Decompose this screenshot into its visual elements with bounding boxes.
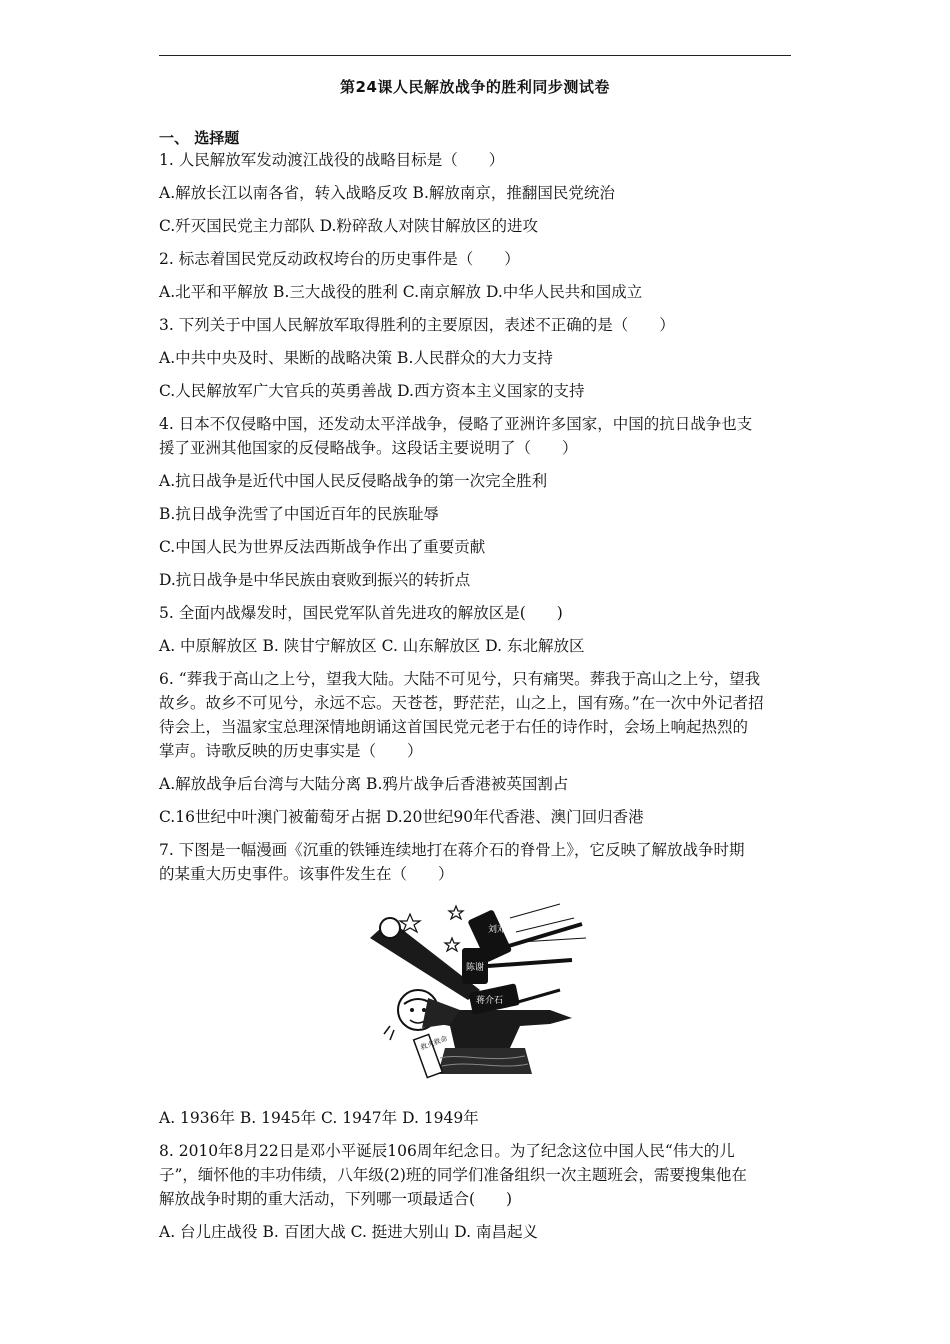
question-3-option-line-1: A.中共中央及时、果断的战略决策 B.人民群众的大力支持 — [159, 349, 553, 367]
question-6-stem-line-1: 6. “葬我于高山之上兮，望我大陆。大陆不可见兮，只有痛哭。葬我于高山之上兮，望我 — [159, 670, 761, 688]
question-2-option-line-1: A.北平和平解放 B.三大战役的胜利 C.南京解放 D.中华人民共和国成立 — [159, 283, 643, 301]
question-1-stem: 1. 人民解放军发动渡江战役的战略目标是（ ） — [159, 151, 505, 169]
question-8-stem-line-1: 8. 2010年8月22日是邓小平诞辰106周年纪念日。为了纪念这位中国人民“伟大的儿 — [159, 1142, 735, 1160]
question-7-stem-line-1: 7. 下图是一幅漫画《沉重的铁锤连续地打在蒋介石的脊骨上》，它反映了解放战争时期 — [159, 841, 745, 859]
question-6-stem-line-2: 故乡。故乡不可见兮，永远不忘。天苍苍，野茫茫，山之上，国有殇。”在一次中外记者招 — [159, 694, 764, 712]
cartoon-sign-text: 救火救命 — [419, 1034, 449, 1052]
question-1-option-line-1: A.解放长江以南各省，转入战略反攻 B.解放南京，推翻国民党统治 — [159, 184, 615, 202]
question-4-option-d: D.抗日战争是中华民族由衰败到振兴的转折点 — [159, 571, 471, 589]
question-6-option-line-2: C.16世纪中叶澳门被葡萄牙占据 D.20世纪90年代香港、澳门回归香港 — [159, 808, 644, 826]
question-7-option-line-1: A. 1936年 B. 1945年 C. 1947年 D. 1949年 — [159, 1109, 479, 1127]
question-3-option-line-2: C.人民解放军广大官兵的英勇善战 D.西方资本主义国家的支持 — [159, 382, 585, 400]
question-2-stem: 2. 标志着国民党反动政权垮台的历史事件是（ ） — [159, 250, 520, 268]
question-6-stem-line-4: 掌声。诗歌反映的历史事实是（ ） — [159, 742, 423, 760]
hammer-label-2: 陈谢 — [466, 963, 485, 973]
question-5-option-line-1: A. 中原解放区 B. 陕甘宁解放区 C. 山东解放区 D. 东北解放区 — [159, 637, 585, 655]
hammer-label-3: 蒋介石 — [476, 996, 504, 1006]
hammer-label-1: 刘邓 — [488, 925, 507, 935]
question-4-option-a: A.抗日战争是近代中国人民反侵略战争的第一次完全胜利 — [159, 472, 548, 490]
section-heading: 一、 选择题 — [159, 129, 240, 147]
question-8-stem-line-3: 解放战争时期的重大活动，下列哪一项最适合( ) — [159, 1190, 513, 1208]
question-8-stem-line-2: 子”，缅怀他的丰功伟绩，八年级(2)班的同学们准备组织一次主题班会，需要搜集他在 — [159, 1166, 747, 1184]
question-7-stem-line-2: 的某重大历史事件。该事件发生在（ ） — [159, 865, 454, 883]
question-4-stem-line-1: 4. 日本不仅侵略中国，还发动太平洋战争，侵略了亚洲许多国家，中国的抗日战争也支 — [159, 415, 753, 433]
question-4-option-b: B.抗日战争洗雪了中国近百年的民族耻辱 — [159, 505, 439, 523]
question-3-stem: 3. 下列关于中国人民解放军取得胜利的主要原因，表述不正确的是（ ） — [159, 316, 675, 334]
question-5-stem: 5. 全面内战爆发时，国民党军队首先进攻的解放区是( ) — [159, 604, 563, 622]
question-8-option-line-1: A. 台儿庄战役 B. 百团大战 C. 挺进大别山 D. 南昌起义 — [159, 1223, 538, 1241]
question-4-stem-line-2: 援了亚洲其他国家的反侵略战争。这段话主要说明了（ ） — [159, 439, 578, 457]
question-1-option-line-2: C.歼灭国民党主力部队 D.粉碎敌人对陕甘解放区的进攻 — [159, 217, 538, 235]
page-title: 第24课人民解放战争的胜利同步测试卷 — [340, 78, 610, 96]
question-6-option-line-1: A.解放战争后台湾与大陆分离 B.鸦片战争后香港被英国割占 — [159, 775, 569, 793]
question-4-option-c: C.中国人民为世界反法西斯战争作出了重要贡献 — [159, 538, 486, 556]
question-6-stem-line-3: 待会上，当温家宝总理深情地朗诵这首国民党元老于右任的诗作时，会场上响起热烈的 — [159, 718, 749, 736]
hammer-cartoon-image — [360, 898, 588, 1088]
header-rule — [159, 55, 791, 56]
